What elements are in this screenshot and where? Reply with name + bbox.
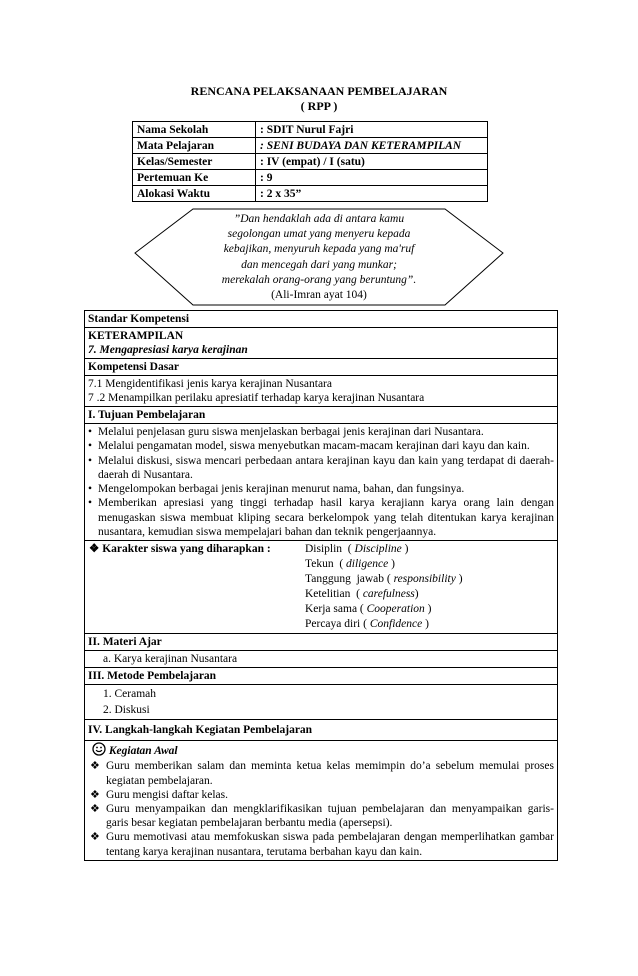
langkah-text: Guru memotivasi atau memfokuskan siswa pada pembelajaran dengan memperlihatkan gambar tentang karya kerajinan nusantara, terutama berbahan kayu dan kain. bbox=[106, 831, 554, 858]
materi-item: a. Karya kerajinan Nusantara bbox=[85, 651, 557, 668]
karakter-value bbox=[305, 557, 395, 571]
metode-content bbox=[85, 685, 557, 720]
karakter-value bbox=[305, 587, 419, 601]
info-label: Mata Pelajaran bbox=[133, 138, 256, 154]
langkah-list bbox=[88, 759, 554, 858]
karakter-word: Percaya diri ( bbox=[305, 618, 370, 631]
metode-heading: III. Metode Pembelajaran bbox=[85, 668, 557, 685]
karakter-row bbox=[89, 542, 554, 557]
karakter-english: Cooperation bbox=[366, 603, 425, 616]
info-row bbox=[133, 154, 488, 170]
karakter-row bbox=[89, 617, 554, 632]
rpp-content-table bbox=[84, 310, 558, 861]
karakter-english: diligence bbox=[346, 558, 389, 571]
kd-item: 7 .2 Menampilkan perilaku apresiatif terhadap karya kerajinan Nusantara bbox=[88, 392, 425, 404]
karakter-label bbox=[89, 542, 271, 556]
kd-content bbox=[85, 376, 557, 407]
info-value: : 2 x 35” bbox=[256, 186, 488, 202]
materi-heading: II. Materi Ajar bbox=[85, 634, 557, 651]
quote-line: kebajikan, menyuruh kepada yang ma'ruf bbox=[223, 243, 415, 256]
diamond-bullet-icon: ❖ bbox=[90, 831, 100, 844]
karakter-close: ) bbox=[422, 618, 429, 631]
karakter-value bbox=[305, 572, 463, 586]
karakter-row bbox=[89, 602, 554, 617]
kd-heading: Kompetensi Dasar bbox=[85, 359, 557, 376]
sk-content bbox=[85, 328, 557, 359]
info-value: : SDIT Nurul Fajri bbox=[256, 122, 488, 138]
info-value: : IV (empat) / I (satu) bbox=[256, 154, 488, 170]
karakter-close: ) bbox=[424, 603, 432, 616]
quote-line: ”Dan hendaklah ada di antara kamu bbox=[233, 213, 405, 225]
kd-item: 7.1 Mengidentifikasi jenis karya kerajinan Nusantara bbox=[88, 378, 332, 390]
info-row bbox=[133, 186, 488, 202]
sk-line-1: KETERAMPILAN bbox=[88, 330, 184, 342]
school-info-table bbox=[132, 121, 488, 202]
metode-item: 1. Ceramah bbox=[103, 688, 157, 701]
langkah-heading: IV. Langkah-langkah Kegiatan Pembelajaran bbox=[85, 720, 557, 741]
tujuan-heading: I. Tujuan Pembelajaran bbox=[85, 407, 557, 424]
karakter-word: Tanggung jawab ( bbox=[305, 573, 394, 586]
tujuan-content bbox=[85, 424, 557, 541]
karakter-row bbox=[89, 587, 554, 602]
tujuan-list bbox=[88, 425, 554, 539]
karakter-value bbox=[305, 602, 431, 616]
info-label: Kelas/Semester bbox=[133, 154, 256, 170]
karakter-english: Discipline bbox=[354, 543, 402, 556]
sk-heading: Standar Kompetensi bbox=[85, 311, 557, 328]
quote-source: (Ali-Imran ayat 104) bbox=[271, 289, 367, 302]
langkah-content bbox=[85, 741, 557, 859]
info-value: : SENI BUDAYA DAN KETERAMPILAN bbox=[256, 138, 488, 154]
info-row bbox=[133, 170, 488, 186]
info-label: Alokasi Waktu bbox=[133, 186, 256, 202]
karakter-english: responsibility bbox=[393, 573, 456, 586]
sk-line-2: 7. Mengapresiasi karya kerajinan bbox=[88, 344, 248, 356]
karakter-word: Kerja sama ( bbox=[305, 603, 367, 616]
quote-line: dan mencegah dari yang munkar; bbox=[241, 258, 397, 271]
langkah-text: Guru mengisi daftar kelas. bbox=[106, 788, 228, 801]
karakter-row bbox=[89, 572, 554, 587]
document-title: RENCANA PELAKSANAAN PEMBELAJARAN bbox=[190, 84, 448, 98]
diamond-bullet-icon: ❖ bbox=[90, 788, 100, 801]
langkah-item bbox=[88, 759, 554, 787]
diamond-bullet-icon: ❖ bbox=[90, 802, 100, 815]
tujuan-item: • Melalui diskusi, siswa mencari perbedaan antara kerajinan kayu dan kain yang terdapat di daerah-daerah di Nusantara. bbox=[88, 454, 554, 483]
karakter-english: carefulness bbox=[362, 588, 415, 601]
langkah-text: Guru menyampaikan dan mengklarifikasikan tujuan pembelajaran dan menyampaikan garis-garis besar kegiatan pembelajaran berbantu media (apersepsi). bbox=[106, 802, 554, 830]
info-label: Pertemuan Ke bbox=[133, 170, 256, 186]
diamond-bullet-icon: ❖ bbox=[89, 543, 103, 556]
karakter-word: Disiplin ( bbox=[305, 543, 355, 556]
langkah-item bbox=[88, 830, 554, 858]
karakter-label-text: Karakter siswa yang diharapkan : bbox=[102, 543, 271, 556]
info-row bbox=[133, 122, 488, 138]
karakter-row bbox=[89, 557, 554, 572]
karakter-word: Ketelitian ( bbox=[305, 588, 363, 601]
smiley-icon bbox=[92, 742, 106, 756]
karakter-close: ) bbox=[455, 573, 463, 586]
karakter-section bbox=[85, 541, 557, 634]
diamond-bullet-icon: ❖ bbox=[90, 760, 100, 773]
info-value: : 9 bbox=[256, 170, 488, 186]
langkah-text: Guru memberikan salam dan meminta ketua kelas memimpin do’a sebelum memulai proses kegiatan pembelajaran. bbox=[106, 760, 554, 787]
quote-line: segolongan umat yang menyeru kepada bbox=[227, 228, 411, 241]
kegiatan-awal-heading bbox=[88, 742, 554, 759]
karakter-close: ) bbox=[388, 558, 395, 571]
langkah-item bbox=[88, 802, 554, 830]
karakter-close: ) bbox=[401, 543, 409, 556]
info-label: Nama Sekolah bbox=[133, 122, 256, 138]
karakter-english: Confidence bbox=[369, 618, 423, 631]
karakter-value bbox=[305, 617, 429, 631]
kegiatan-awal-label: Kegiatan Awal bbox=[108, 745, 178, 758]
tujuan-item: • Memberikan apresiasi yang tinggi terhadap hasil karya kerajiann karya orang lain dengan menugaskan siswa membuat kliping secara berkelompok yang telah ditentukan karya kerajinan nusantara, kemudian siswa mempelajari bahan dan teknik pengerjaannya. bbox=[88, 496, 554, 539]
info-row bbox=[133, 138, 488, 154]
karakter-value bbox=[305, 542, 409, 556]
document-subtitle: ( RPP ) bbox=[300, 99, 338, 113]
tujuan-item: • Melalui pengamatan model, siswa menyebutkan macam-macam kerajinan dari kayu dan kain. bbox=[88, 439, 554, 453]
quran-quote bbox=[190, 212, 448, 303]
karakter-word: Tekun ( bbox=[305, 558, 347, 571]
tujuan-item: • Mengelompokan berbagai jenis kerajinan menurut nama, bahan, dan fungsinya. bbox=[88, 482, 554, 496]
langkah-item bbox=[88, 788, 554, 802]
quote-line: merekalah orang-orang yang beruntung”. bbox=[221, 273, 417, 286]
tujuan-item: • Melalui penjelasan guru siswa menjelaskan berbagai jenis kerajinan dari Nusantara. bbox=[88, 425, 554, 439]
metode-item: 2. Diskusi bbox=[103, 704, 150, 717]
karakter-close: ) bbox=[414, 588, 419, 601]
